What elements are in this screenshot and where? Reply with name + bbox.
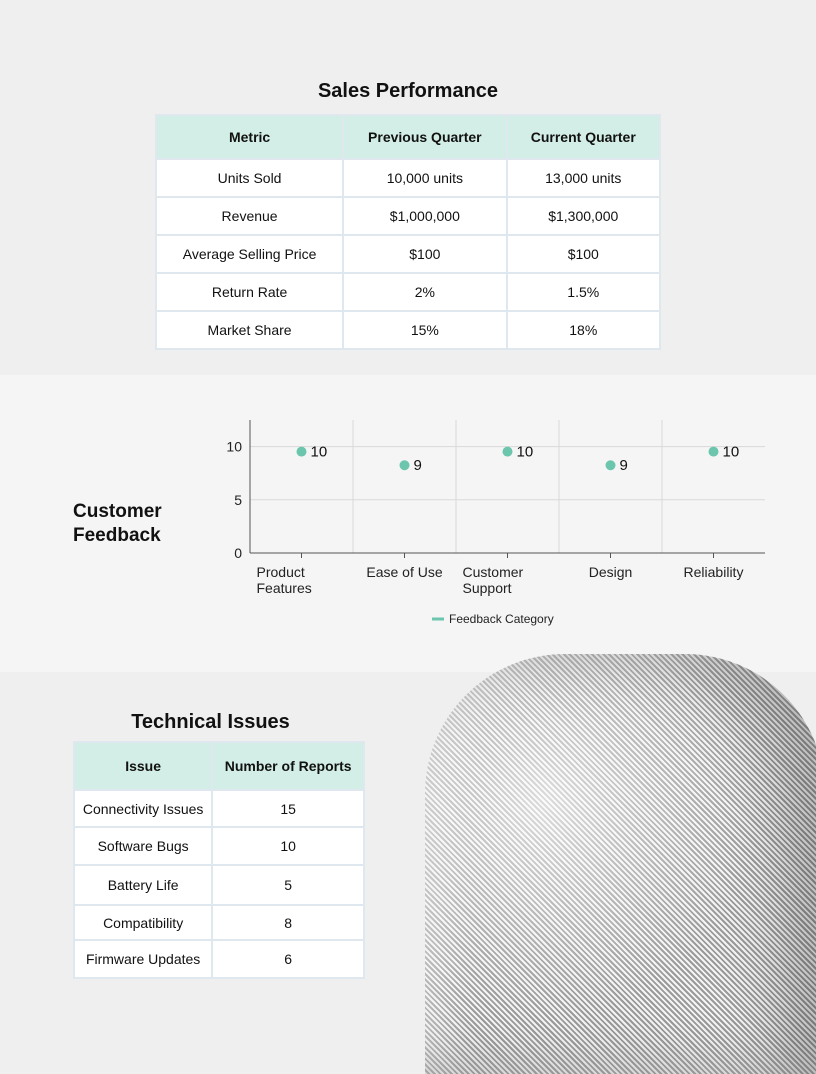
sales-header-row (156, 115, 660, 159)
sales-header-current: Current Quarter (507, 115, 660, 159)
smart-speaker-photo (425, 654, 816, 1074)
table-cell: 5 (212, 865, 364, 905)
feedback-chart (200, 410, 790, 635)
data-label: 10 (310, 443, 328, 461)
table-row (74, 905, 364, 940)
table-cell: Software Bugs (74, 827, 212, 865)
technical-header-reports: Number of Reports (212, 742, 364, 790)
table-cell: $100 (507, 235, 660, 273)
table-cell: Revenue (156, 197, 343, 235)
feedback-heading (73, 500, 162, 548)
sales-header-previous: Previous Quarter (343, 115, 506, 159)
table-row (156, 197, 660, 235)
sales-header-metric: Metric (156, 115, 343, 159)
technical-title: Technical Issues (131, 711, 290, 733)
table-cell: $1,000,000 (343, 197, 506, 235)
technical-table (73, 741, 365, 979)
table-cell: 10,000 units (343, 159, 506, 197)
table-cell: 6 (212, 940, 364, 978)
table-cell: Connectivity Issues (74, 790, 212, 827)
table-cell: 10 (212, 827, 364, 865)
table-row (156, 159, 660, 197)
table-cell: 8 (212, 905, 364, 940)
sales-table (155, 114, 661, 350)
data-point (606, 460, 616, 470)
table-row (74, 827, 364, 865)
data-point (297, 447, 307, 457)
table-cell: Compatibility (74, 905, 212, 940)
data-point (503, 447, 513, 457)
table-cell: Average Selling Price (156, 235, 343, 273)
feedback-heading-line2: Feedback (73, 525, 161, 546)
table-row (156, 273, 660, 311)
table-row (74, 865, 364, 905)
table-row (156, 311, 660, 349)
data-point (400, 460, 410, 470)
table-cell: Return Rate (156, 273, 343, 311)
y-tick-label: 5 (234, 491, 242, 508)
y-tick-label: 0 (234, 545, 242, 561)
technical-header-issue: Issue (74, 742, 212, 790)
table-cell: 2% (343, 273, 506, 311)
table-cell: 1.5% (507, 273, 660, 311)
feedback-heading-line1: Customer (73, 501, 162, 522)
table-cell: Market Share (156, 311, 343, 349)
x-tick-label: Reliability (683, 564, 744, 580)
table-row (156, 235, 660, 273)
x-tick-label: Support (462, 580, 512, 596)
table-cell: Firmware Updates (74, 940, 212, 978)
x-tick-label: Design (588, 564, 633, 580)
data-label: 9 (619, 457, 628, 475)
table-cell: Battery Life (74, 865, 212, 905)
table-cell: $1,300,000 (507, 197, 660, 235)
table-cell: 18% (507, 311, 660, 349)
data-point (709, 447, 719, 457)
table-cell: 13,000 units (507, 159, 660, 197)
table-row (74, 940, 364, 978)
table-cell: 15 (212, 790, 364, 827)
x-tick-label: Customer (462, 564, 524, 580)
data-label: 10 (516, 443, 534, 461)
table-cell: 15% (343, 311, 506, 349)
x-tick-label: Ease of Use (366, 564, 443, 580)
y-tick-label: 10 (226, 438, 242, 455)
table-cell: Units Sold (156, 159, 343, 197)
table-cell: $100 (343, 235, 506, 273)
data-label: 10 (722, 443, 740, 461)
table-row (74, 790, 364, 827)
x-tick-label: Features (256, 580, 312, 596)
sales-title: Sales Performance (317, 80, 499, 102)
technical-header-row (74, 742, 364, 790)
data-label: 9 (413, 457, 422, 475)
x-tick-label: Product (256, 564, 305, 580)
legend-label: Feedback Category (449, 612, 554, 626)
